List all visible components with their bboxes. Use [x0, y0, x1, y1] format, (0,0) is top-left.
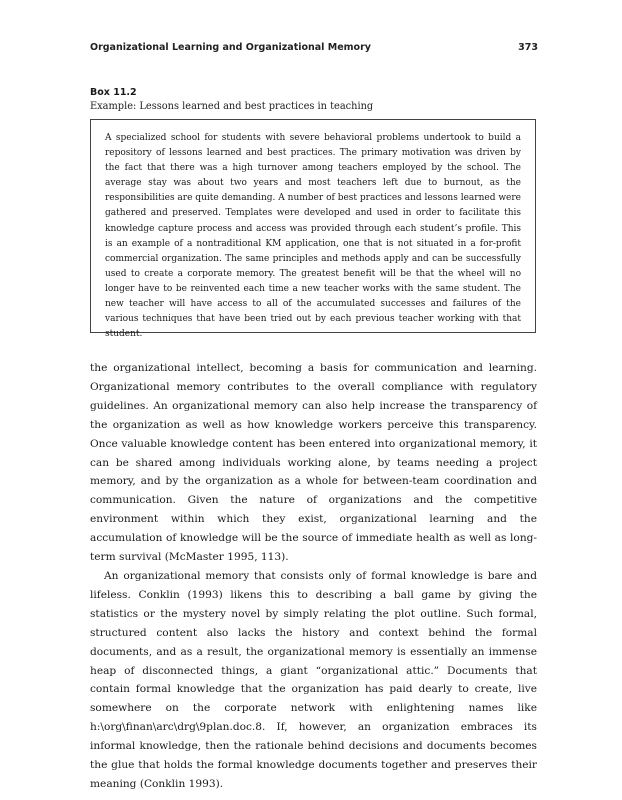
box-label: Box 11.2 [90, 87, 137, 98]
running-header [90, 42, 538, 53]
page-number: 373 [518, 42, 538, 53]
example-box [90, 119, 536, 340]
body-text [90, 359, 537, 794]
paragraph-1: the organizational intellect, becoming a basis for communication and learning. Organizational memory contributes to the overall compliance with regulatory guidelines. An organizational memory can also help increase the transparency of the organization as well as how knowledge workers perceive this transparency. Once valuable knowledge content has been entered into organizational memory, it can be shared among individuals working alone, by teams needing a project memory, and by the organization as a whole for between-team coordination and communication. Given the nature of organizations and the competitive environment within which they exist, organizational learning and the accumulation of knowledge will be the source of immediate health as well as long-term survival (McMaster 1995, 113). [90, 362, 537, 564]
box-title: Example: Lessons learned and best practices in teaching [90, 101, 374, 112]
box-text: A specialized school for students with severe behavioral problems undertook to build a repository of lessons learned and best practices. The primary motivation was driven by the fact that there was a high turnover among teachers employed by the school. The average stay was about two years and most teachers left due to burnout, as the responsibilities are quite demanding. A number of best practices and lessons learned were gathered and preserved. Templates were developed and used in order to facilitate this knowledge capture process and access was provided through each student’s profile. This is an example of a nontraditional KM application, one that is not situated in a for-profit commercial organization. The same principles and methods apply and can be successfully used to create a corporate memory. The greatest benefit will be that the wheel will no longer have to be reinvented each time a new teacher works with the same student. The new teacher will have access to all of the accumulated successes and failures of the various techniques that have been tried out by each previous teacher working with that student. [105, 133, 521, 340]
running-title: Organizational Learning and Organizational Memory [90, 42, 371, 53]
paragraph-2: An organizational memory that consists only of formal knowledge is bare and lifeless. Conklin (1993) likens this to describing a ball game by giving the statistics or the mystery novel by simply relating the plot outline. Such formal, structured content also lacks the history and context behind the formal documents, and as a result, the organizational memory is essentially an immense heap of disconnected things, a giant “organizational attic.” Documents that contain formal knowledge that the organization has paid dearly to create, live somewhere on the corporate network with enlightening names like h:\org\finan\arc\drg\9plan.doc.8. If, however, an organization embraces its informal knowledge, then the rationale behind decisions and documents becomes the glue that holds the formal knowledge documents together and preserves their meaning (Conklin 1993). [90, 569, 537, 790]
